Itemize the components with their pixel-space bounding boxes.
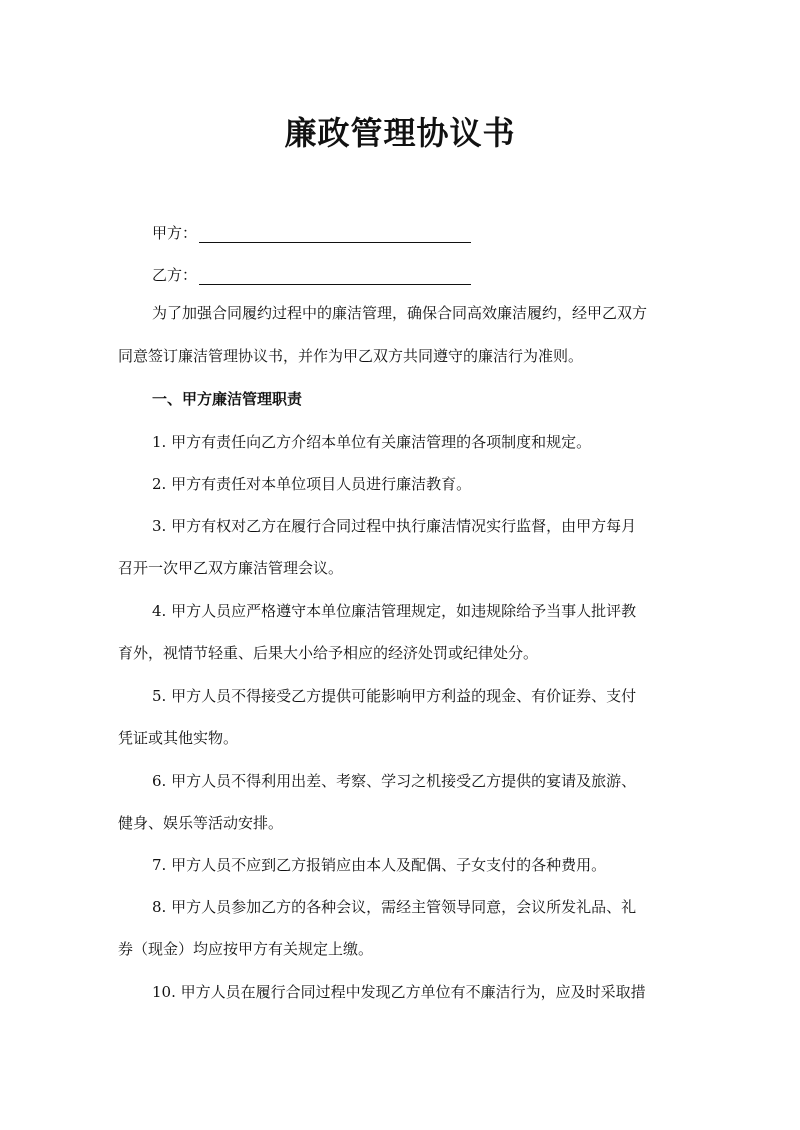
- party-a-label: 甲方：: [152, 224, 198, 242]
- item-6-line-1: 6. 甲方人员不得利用出差、考察、学习之机接受乙方提供的宴请及旅游、: [152, 772, 637, 790]
- document-title: 廉政管理协议书: [284, 114, 516, 152]
- section-heading: 一、甲方廉洁管理职责: [152, 390, 303, 408]
- item-1-line-1: 1. 甲方有责任向乙方介绍本单位有关廉洁管理的各项制度和规定。: [152, 433, 592, 451]
- item-6-line-2: 健身、娱乐等活动安排。: [118, 814, 284, 832]
- party-b-field: [152, 264, 471, 285]
- party-a-field: [152, 222, 471, 243]
- item-2-line-1: 2. 甲方有责任对本单位项目人员进行廉洁教育。: [152, 475, 472, 493]
- item-7-line-1: 7. 甲方人员不应到乙方报销应由本人及配偶、子女支付的各种费用。: [152, 856, 607, 874]
- item-3-line-1: 3. 甲方有权对乙方在履行合同过程中执行廉洁情况实行监督，由甲方每月: [152, 517, 637, 535]
- intro-line-2: 同意签订廉洁管理协议书，并作为甲乙双方共同遵守的廉洁行为准则。: [118, 347, 584, 365]
- item-4-line-2: 育外，视情节轻重、后果大小给予相应的经济处罚或纪律处分。: [118, 644, 539, 662]
- item-4-line-1: 4. 甲方人员应严格遵守本单位廉洁管理规定，如违规除给予当事人批评教: [152, 602, 637, 620]
- item-3-line-2: 召开一次甲乙双方廉洁管理会议。: [118, 559, 344, 577]
- intro-line-1: 为了加强合同履约过程中的廉洁管理，确保合同高效廉洁履约，经甲乙双方: [152, 304, 648, 322]
- item-5-line-1: 5. 甲方人员不得接受乙方提供可能影响甲方利益的现金、有价证券、支付: [152, 687, 637, 705]
- item-10-line-1: 10. 甲方人员在履行合同过程中发现乙方单位有不廉洁行为，应及时采取措: [152, 983, 646, 1001]
- party-a-blank-line: [199, 226, 471, 243]
- item-8-line-2: 券（现金）均应按甲方有关规定上缴。: [118, 940, 374, 958]
- item-5-line-2: 凭证或其他实物。: [118, 729, 239, 747]
- party-b-label: 乙方：: [152, 266, 198, 284]
- party-b-blank-line: [199, 268, 471, 285]
- item-8-line-1: 8. 甲方人员参加乙方的各种会议，需经主管领导同意，会议所发礼品、礼: [152, 898, 637, 916]
